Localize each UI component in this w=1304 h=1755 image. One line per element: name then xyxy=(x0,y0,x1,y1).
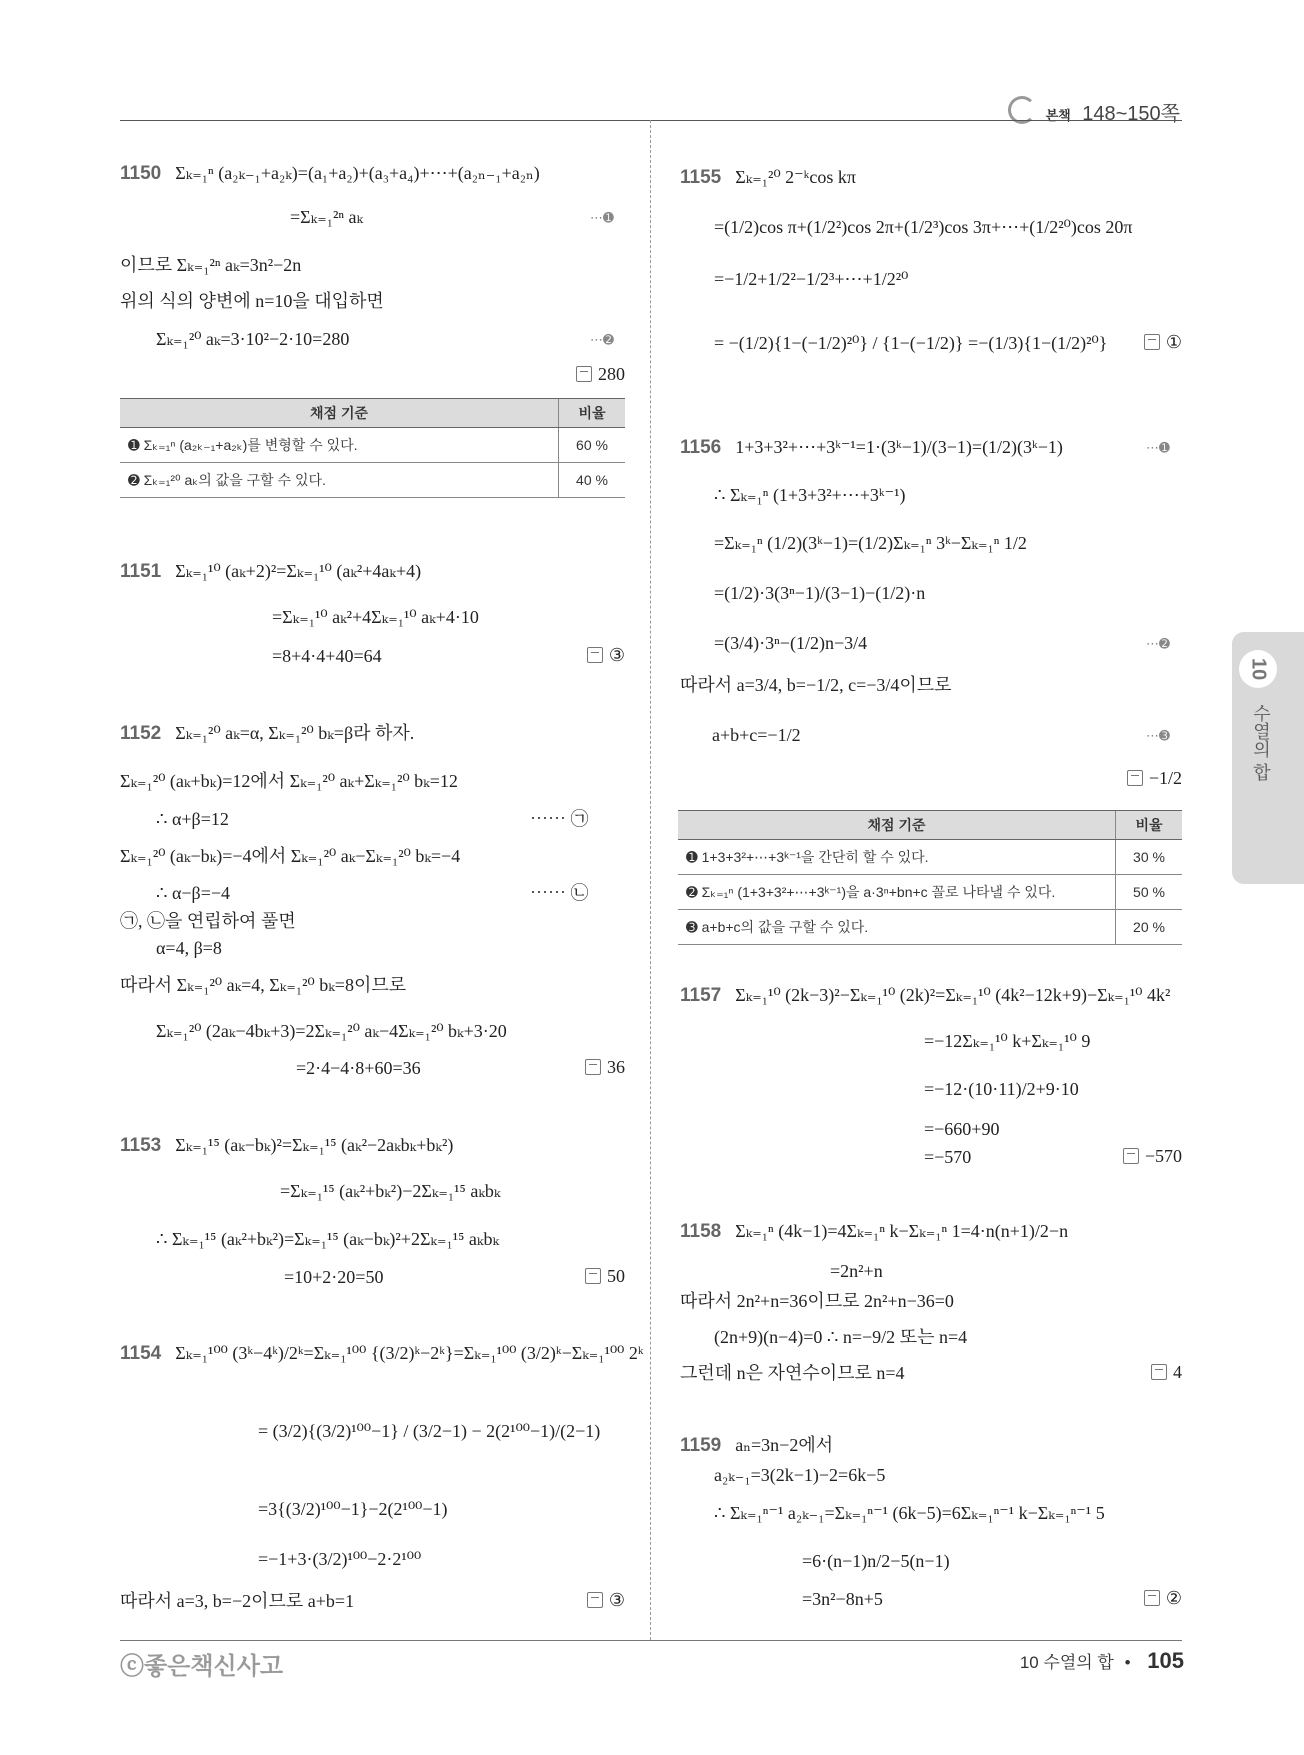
problem-1152-line6: ㉠, ㉡을 연립하여 풀면 xyxy=(120,911,296,931)
rate-header: 비율 xyxy=(559,399,626,428)
problem-1152-line10: =2·4−4·8+60=36 xyxy=(296,1058,421,1078)
problem-number: 1151 xyxy=(120,561,162,582)
problem-1157-line1: 1157 Σₖ₌₁¹⁰ (2k−3)²−Σₖ₌₁¹⁰ (2k)²=Σₖ₌₁¹⁰ (4k²−12k+9)−Σₖ₌₁¹⁰ 4k² xyxy=(680,985,1171,1006)
answer-1151: ③ xyxy=(587,645,625,666)
answer-1150: 280 xyxy=(576,364,625,385)
step-marker: ⋯➌ xyxy=(1146,728,1170,743)
criteria-header: 채점 기준 xyxy=(120,399,559,428)
problem-number: 1152 xyxy=(120,723,162,744)
top-rule xyxy=(120,120,1182,121)
problem-1153-line2: =Σₖ₌₁¹⁵ (aₖ²+bₖ²)−2Σₖ₌₁¹⁵ aₖbₖ xyxy=(280,1181,501,1201)
step-marker: ⋯➊ xyxy=(590,210,614,225)
answer-1157: −570 xyxy=(1123,1146,1182,1167)
problem-1152-line2: Σₖ₌₁²⁰ (aₖ+bₖ)=12에서 Σₖ₌₁²⁰ aₖ+Σₖ₌₁²⁰ bₖ=12 xyxy=(120,771,458,791)
problem-1150-line1: 1150 Σₖ₌₁ⁿ (a₂ₖ₋₁+a₂ₖ)=(a₁+a₂)+(a₃+a₄)+⋯+(a₂ₙ₋₁+a₂ₙ) xyxy=(120,163,540,184)
problem-1159-line3: ∴ Σₖ₌₁ⁿ⁻¹ a₂ₖ₋₁=Σₖ₌₁ⁿ⁻¹ (6k−5)=6Σₖ₌₁ⁿ⁻¹ k−Σₖ₌₁ⁿ⁻¹ 5 xyxy=(714,1503,1105,1523)
problem-1156-line7: a+b+c=−1/2 xyxy=(712,725,801,745)
problem-1159-line4: =6·(n−1)n/2−5(n−1) xyxy=(802,1551,950,1571)
rate-header: 비율 xyxy=(1116,811,1183,840)
problem-1159-line2: a₂ₖ₋₁=3(2k−1)−2=6k−5 xyxy=(714,1465,886,1485)
problem-1156-line1: 1156 1+3+3²+⋯+3ᵏ⁻¹=1·(3ᵏ−1)/(3−1)=(1/2)(3ᵏ−1) xyxy=(680,437,1063,458)
step-marker: ⋯➋ xyxy=(590,332,614,347)
problem-1157-line4: =−660+90 xyxy=(924,1119,1000,1139)
step-marker: ⋯➋ xyxy=(1146,636,1170,651)
answer-icon xyxy=(576,366,592,382)
problem-1154-line2: = (3/2){(3/2)¹⁰⁰−1} / (3/2−1) − 2(2¹⁰⁰−1)/(2−1) xyxy=(258,1421,601,1441)
reference-pages: 148~150쪽 xyxy=(1082,103,1180,125)
problem-1158-line1: 1158 Σₖ₌₁ⁿ (4k−1)=4Σₖ₌₁ⁿ k−Σₖ₌₁ⁿ 1=4·n(n+1)/2−n xyxy=(680,1221,1069,1242)
problem-1153-line1: 1153 Σₖ₌₁¹⁵ (aₖ−bₖ)²=Σₖ₌₁¹⁵ (aₖ²−2aₖbₖ+bₖ²) xyxy=(120,1135,454,1156)
criteria-header: 채점 기준 xyxy=(678,811,1116,840)
scoring-table-1156 xyxy=(678,810,1182,945)
problem-1156-line4: =(1/2)·3(3ⁿ−1)/(3−1)−(1/2)·n xyxy=(714,583,926,603)
problem-number: 1153 xyxy=(120,1135,162,1156)
problem-1158-line5: 그런데 n은 자연수이므로 n=4 xyxy=(680,1363,905,1383)
problem-number: 1150 xyxy=(120,163,162,184)
problem-1154-line1: 1154 Σₖ₌₁¹⁰⁰ (3ᵏ−4ᵏ)/2ᵏ=Σₖ₌₁¹⁰⁰ {(3/2)ᵏ−2ᵏ}=Σₖ₌₁¹⁰⁰ (3/2)ᵏ−Σₖ₌₁¹⁰⁰ 2ᵏ xyxy=(120,1343,644,1364)
problem-1155-line2: =(1/2)cos π+(1/2²)cos 2π+(1/2³)cos 3π+⋯+(1/2²⁰)cos 20π xyxy=(714,217,1133,237)
problem-1152-line8: 따라서 Σₖ₌₁²⁰ aₖ=4, Σₖ₌₁²⁰ bₖ=8이므로 xyxy=(120,975,407,995)
table-row: ➌ a+b+c의 값을 구할 수 있다. 20 % xyxy=(678,910,1182,945)
problem-1156-line5: =(3/4)·3ⁿ−(1/2)n−3/4 xyxy=(714,633,868,653)
problem-1154-line3: =3{(3/2)¹⁰⁰−1}−2(2¹⁰⁰−1) xyxy=(258,1499,448,1519)
answer-icon xyxy=(587,1592,603,1608)
problem-1150-line5: Σₖ₌₁²⁰ aₖ=3·10²−2·10=280 xyxy=(156,329,350,349)
publisher-logo: ⓒ좋은책신사고 xyxy=(120,1653,284,1680)
answer-icon xyxy=(587,647,603,663)
table-row: ➋ Σₖ₌₁²⁰ aₖ의 값을 구할 수 있다. 40 % xyxy=(120,463,625,498)
problem-1156-line6: 따라서 a=3/4, b=−1/2, c=−3/4이므로 xyxy=(680,675,952,695)
answer-icon xyxy=(1127,770,1143,786)
problem-number: 1154 xyxy=(120,1343,162,1364)
problem-1155-line4: = −(1/2){1−(−1/2)²⁰} / {1−(−1/2)} =−(1/3){1−(1/2)²⁰} xyxy=(714,333,1108,353)
problem-1158-line2: =2n²+n xyxy=(830,1261,883,1281)
problem-number: 1156 xyxy=(680,437,722,458)
problem-1152-line1: 1152 Σₖ₌₁²⁰ aₖ=α, Σₖ₌₁²⁰ bₖ=β라 하자. xyxy=(120,723,415,744)
problem-1152-line3: ∴ α+β=12 xyxy=(156,809,229,829)
table-row: ➊ 1+3+3²+⋯+3ᵏ⁻¹을 간단히 할 수 있다. 30 % xyxy=(678,840,1182,875)
problem-1154-line4: =−1+3·(3/2)¹⁰⁰−2·2¹⁰⁰ xyxy=(258,1549,422,1569)
problem-1151-line2: =Σₖ₌₁¹⁰ aₖ²+4Σₖ₌₁¹⁰ aₖ+4·10 xyxy=(272,607,479,627)
scoring-table-1150 xyxy=(120,398,625,498)
equation-marker-b: ⋯⋯ ㉡ xyxy=(530,883,589,903)
problem-1150-line4: 위의 식의 양변에 n=10을 대입하면 xyxy=(120,291,384,311)
equation-marker-a: ⋯⋯ ㉠ xyxy=(530,809,589,829)
column-divider xyxy=(650,120,651,1640)
answer-1156: −1/2 xyxy=(1127,768,1182,789)
answer-icon xyxy=(1123,1148,1139,1164)
problem-1151-line1: 1151 Σₖ₌₁¹⁰ (aₖ+2)²=Σₖ₌₁¹⁰ (aₖ²+4aₖ+4) xyxy=(120,561,422,582)
answer-icon xyxy=(585,1268,601,1284)
answer-icon xyxy=(585,1059,601,1075)
problem-1151-line3: =8+4·4+40=64 xyxy=(272,646,382,666)
answer-1154: ③ xyxy=(587,1590,625,1611)
answer-icon xyxy=(1144,334,1160,350)
problem-number: 1155 xyxy=(680,167,722,188)
problem-1159-line1: 1159 aₙ=3n−2에서 xyxy=(680,1435,834,1456)
answer-icon xyxy=(1151,1364,1167,1380)
chapter-label: 10 수열의 합 xyxy=(1019,1653,1114,1672)
problem-number: 1159 xyxy=(680,1435,722,1456)
problem-1157-line2: =−12Σₖ₌₁¹⁰ k+Σₖ₌₁¹⁰ 9 xyxy=(924,1031,1091,1051)
problem-1156-line3: =Σₖ₌₁ⁿ (1/2)(3ᵏ−1)=(1/2)Σₖ₌₁ⁿ 3ᵏ−Σₖ₌₁ⁿ 1/2 xyxy=(714,533,1027,553)
problem-1153-line4: =10+2·20=50 xyxy=(284,1267,384,1287)
problem-number: 1157 xyxy=(680,985,722,1006)
problem-1155-line1: 1155 Σₖ₌₁²⁰ 2⁻ᵏcos kπ xyxy=(680,167,856,188)
reference-label: 본책 xyxy=(1045,108,1071,123)
step-marker: ⋯➊ xyxy=(1146,440,1170,455)
bottom-rule xyxy=(120,1640,1182,1641)
chapter-number: 10 xyxy=(1239,650,1277,688)
problem-1152-line4: Σₖ₌₁²⁰ (aₖ−bₖ)=−4에서 Σₖ₌₁²⁰ aₖ−Σₖ₌₁²⁰ bₖ=−4 xyxy=(120,846,461,866)
problem-1150-line2: =Σₖ₌₁²ⁿ aₖ xyxy=(290,207,364,227)
answer-1155: ① xyxy=(1144,332,1182,353)
problem-1158-line4: (2n+9)(n−4)=0 ∴ n=−9/2 또는 n=4 xyxy=(714,1327,968,1347)
answer-1158: 4 xyxy=(1151,1362,1182,1383)
page-reference xyxy=(1008,96,1180,126)
page-number: 105 xyxy=(1147,1648,1184,1673)
problem-1156-line2: ∴ Σₖ₌₁ⁿ (1+3+3²+⋯+3ᵏ⁻¹) xyxy=(714,485,906,505)
table-row: ➋ Σₖ₌₁ⁿ (1+3+3²+⋯+3ᵏ⁻¹)을 a·3ⁿ+bn+c 꼴로 나타낼 수 있다. 50 % xyxy=(678,875,1182,910)
problem-1153-line3: ∴ Σₖ₌₁¹⁵ (aₖ²+bₖ²)=Σₖ₌₁¹⁵ (aₖ−bₖ)²+2Σₖ₌₁¹⁵ aₖbₖ xyxy=(156,1229,500,1249)
problem-1152-line7: α=4, β=8 xyxy=(156,938,222,958)
answer-1153: 50 xyxy=(585,1266,625,1287)
page-footer: 10 수열의 합 • 105 xyxy=(1019,1648,1184,1673)
answer-1152: 36 xyxy=(585,1057,625,1078)
problem-1157-line5: =−570 xyxy=(924,1147,972,1167)
problem-1159-line5: =3n²−8n+5 xyxy=(802,1589,883,1609)
problem-1154-line5: 따라서 a=3, b=−2이므로 a+b=1 xyxy=(120,1591,355,1611)
problem-1152-line5: ∴ α−β=−4 xyxy=(156,883,230,903)
problem-1155-line3: =−1/2+1/2²−1/2³+⋯+1/2²⁰ xyxy=(714,269,909,289)
problem-1150-line3: 이므로 Σₖ₌₁²ⁿ aₖ=3n²−2n xyxy=(120,255,302,275)
problem-1152-line9: Σₖ₌₁²⁰ (2aₖ−4bₖ+3)=2Σₖ₌₁²⁰ aₖ−4Σₖ₌₁²⁰ bₖ+3·20 xyxy=(156,1021,507,1041)
chapter-title: 수열의 합 xyxy=(1251,704,1271,782)
problem-number: 1158 xyxy=(680,1221,722,1242)
table-row: ➊ Σₖ₌₁ⁿ (a₂ₖ₋₁+a₂ₖ)를 변형할 수 있다. 60 % xyxy=(120,428,625,463)
problem-1157-line3: =−12·(10·11)/2+9·10 xyxy=(924,1079,1079,1099)
problem-1158-line3: 따라서 2n²+n=36이므로 2n²+n−36=0 xyxy=(680,1291,954,1311)
answer-icon xyxy=(1144,1590,1160,1606)
answer-1159: ② xyxy=(1144,1588,1182,1609)
